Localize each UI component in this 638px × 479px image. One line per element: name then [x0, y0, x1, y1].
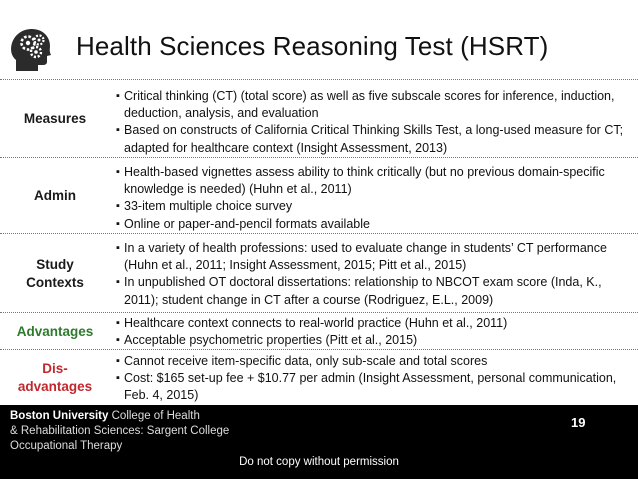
page-title: Health Sciences Reasoning Test (HSRT) — [76, 31, 549, 61]
logo-bold-text: Boston University — [10, 410, 109, 422]
bullet-list-measures — [116, 88, 628, 157]
row-study-contexts — [0, 233, 638, 313]
row-label-line: Study — [36, 256, 74, 272]
row-admin — [0, 157, 638, 234]
logo-text: Occupational Therapy — [10, 440, 123, 452]
bullet-list-disadvantages — [116, 353, 628, 405]
row-label-line: Dis- — [42, 361, 68, 376]
row-disadvantages — [0, 349, 638, 406]
list-item: ▪ Cost: $165 set-up fee + $10.77 per admin (Insight Assessment, personal communication, Feb. 4, 2015) — [116, 370, 628, 404]
list-item: ▪ Healthcare context connects to real-world practice (Huhn et al., 2011) — [116, 315, 628, 332]
list-item: ▪ 33-item multiple choice survey — [116, 198, 628, 215]
list-item: ▪ Online or paper-and-pencil formats available — [116, 216, 628, 233]
logo-text: & Rehabilitation Sciences: Sargent College — [10, 425, 230, 437]
row-measures — [0, 79, 638, 158]
row-label-disadvantages — [0, 350, 110, 406]
page-number: 19 — [571, 415, 586, 430]
row-label-measures: Measures — [23, 111, 87, 126]
head-gears-icon — [10, 27, 52, 73]
list-item: ▪ Critical thinking (CT) (total score) as well as five subscale scores for inference, induction, deduction, analysis, and evaluation — [116, 88, 628, 122]
bullet-list-study-contexts — [116, 240, 628, 309]
logo-text: College of Health — [108, 410, 200, 422]
bullet-list-advantages — [116, 315, 628, 349]
row-label-line: advantages — [17, 379, 93, 394]
university-logo — [10, 409, 229, 454]
list-item: ▪ In unpublished OT doctoral dissertations: relationship to NBCOT exam score (Inda, K., 2011); student change in CT after a course (Rodriguez, E.L., 2009) — [116, 274, 628, 308]
list-item: ▪ Cannot receive item-specific data, only sub-scale and total scores — [116, 353, 628, 370]
list-item: ▪ Health-based vignettes assess ability to think critically (but no previous domain-specific knowledge is needed) (Huhn et al., 2011) — [116, 164, 628, 198]
row-advantages — [0, 312, 638, 350]
row-label-line: Contexts — [26, 274, 84, 290]
list-item: ▪ In a variety of health professions: used to evaluate change in students’ CT performance (Huhn et al., 2011; Insight Assessment, 2015; Pitt et al., 2015) — [116, 240, 628, 274]
row-label-study-contexts — [0, 234, 110, 313]
list-item: ▪ Acceptable psychometric properties (Pitt et al., 2015) — [116, 332, 628, 349]
row-label-admin: Admin — [34, 188, 76, 203]
title-bar — [0, 0, 638, 78]
copyright-notice: Do not copy without permission — [239, 456, 399, 468]
bullet-list-admin — [116, 164, 628, 233]
list-item: ▪ Based on constructs of California Critical Thinking Skills Test, a long-used measure for CT; adapted for healthcare context (Insight Assessment, 2013) — [116, 122, 628, 156]
row-label-advantages: Advantages — [16, 323, 94, 339]
